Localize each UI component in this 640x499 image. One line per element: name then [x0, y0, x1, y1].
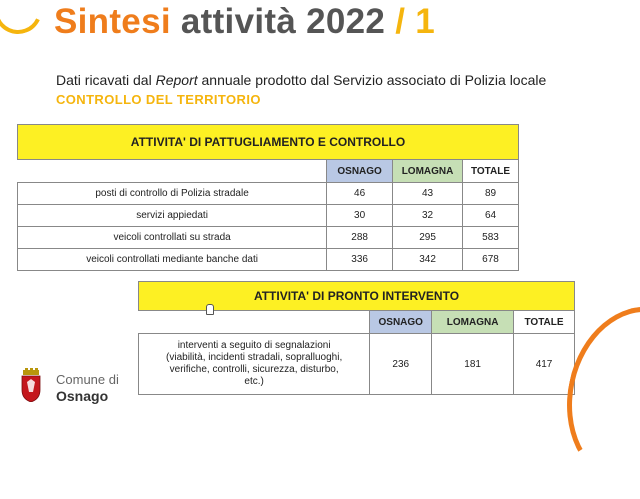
municipal-crest-icon	[20, 368, 42, 402]
row-label: veicoli controllati su strada	[18, 227, 327, 249]
cell-lomagna: 342	[393, 249, 463, 271]
cell-lomagna: 181	[432, 334, 514, 395]
cell-osnago: 46	[327, 183, 393, 205]
title-part-number: / 1	[385, 2, 436, 41]
comune-label: Comune di	[56, 372, 119, 387]
subtitle-after: annuale prodotto dal Servizio associato di Polizia locale	[197, 72, 547, 88]
table2-header-lomagna: LOMAGNA	[432, 311, 514, 334]
row-label-line: interventi a seguito di segnalazioni	[177, 340, 331, 351]
row-label	[139, 334, 370, 395]
table1-header-totale: TOTALE	[463, 160, 519, 183]
table-row	[18, 227, 519, 249]
title-part-attivita: attività 2022	[170, 2, 386, 41]
row-label-line: (viabilità, incidenti stradali, sopralluoghi,	[166, 352, 343, 363]
table2-title: ATTIVITA' DI PRONTO INTERVENTO	[139, 282, 575, 311]
table-row	[139, 334, 575, 395]
table-row	[18, 205, 519, 227]
cell-lomagna: 32	[393, 205, 463, 227]
table1-header-lomagna: LOMAGNA	[393, 160, 463, 183]
subtitle-report: Report	[155, 72, 198, 88]
row-label: posti di controllo di Polizia stradale	[18, 183, 327, 205]
subtitle	[56, 72, 546, 88]
row-label: veicoli controllati mediante banche dati	[18, 249, 327, 271]
decorative-corner-arc	[0, 0, 49, 41]
table-row	[18, 183, 519, 205]
row-label: servizi appiedati	[18, 205, 327, 227]
cell-totale: 89	[463, 183, 519, 205]
cell-lomagna: 295	[393, 227, 463, 249]
table2-header-totale: TOTALE	[514, 311, 575, 334]
comune-name: Osnago	[56, 388, 109, 404]
row-label-line: etc.)	[244, 376, 264, 387]
cell-osnago: 236	[370, 334, 432, 395]
page-title	[54, 2, 435, 42]
patrol-control-table	[17, 124, 519, 271]
table-row	[18, 249, 519, 271]
cell-lomagna: 43	[393, 183, 463, 205]
emergency-intervention-table	[138, 281, 575, 395]
mouse-cursor-icon	[206, 304, 214, 315]
cell-osnago: 30	[327, 205, 393, 227]
row-label-line: verifiche, controlli, sicurezza, disturbo,	[169, 364, 339, 375]
table2-header-osnago: OSNAGO	[370, 311, 432, 334]
cell-totale: 678	[463, 249, 519, 271]
section-label: CONTROLLO DEL TERRITORIO	[56, 92, 261, 107]
cell-totale: 64	[463, 205, 519, 227]
cell-totale: 417	[514, 334, 575, 395]
cell-osnago: 336	[327, 249, 393, 271]
title-part-sintesi: Sintesi	[54, 2, 171, 41]
cell-osnago: 288	[327, 227, 393, 249]
table1-title: ATTIVITA' DI PATTUGLIAMENTO E CONTROLLO	[18, 125, 519, 160]
subtitle-before: Dati ricavati dal	[56, 72, 156, 88]
table1-header-blank	[18, 160, 327, 183]
table2-header-blank	[139, 311, 370, 334]
table1-header-osnago: OSNAGO	[327, 160, 393, 183]
cell-totale: 583	[463, 227, 519, 249]
